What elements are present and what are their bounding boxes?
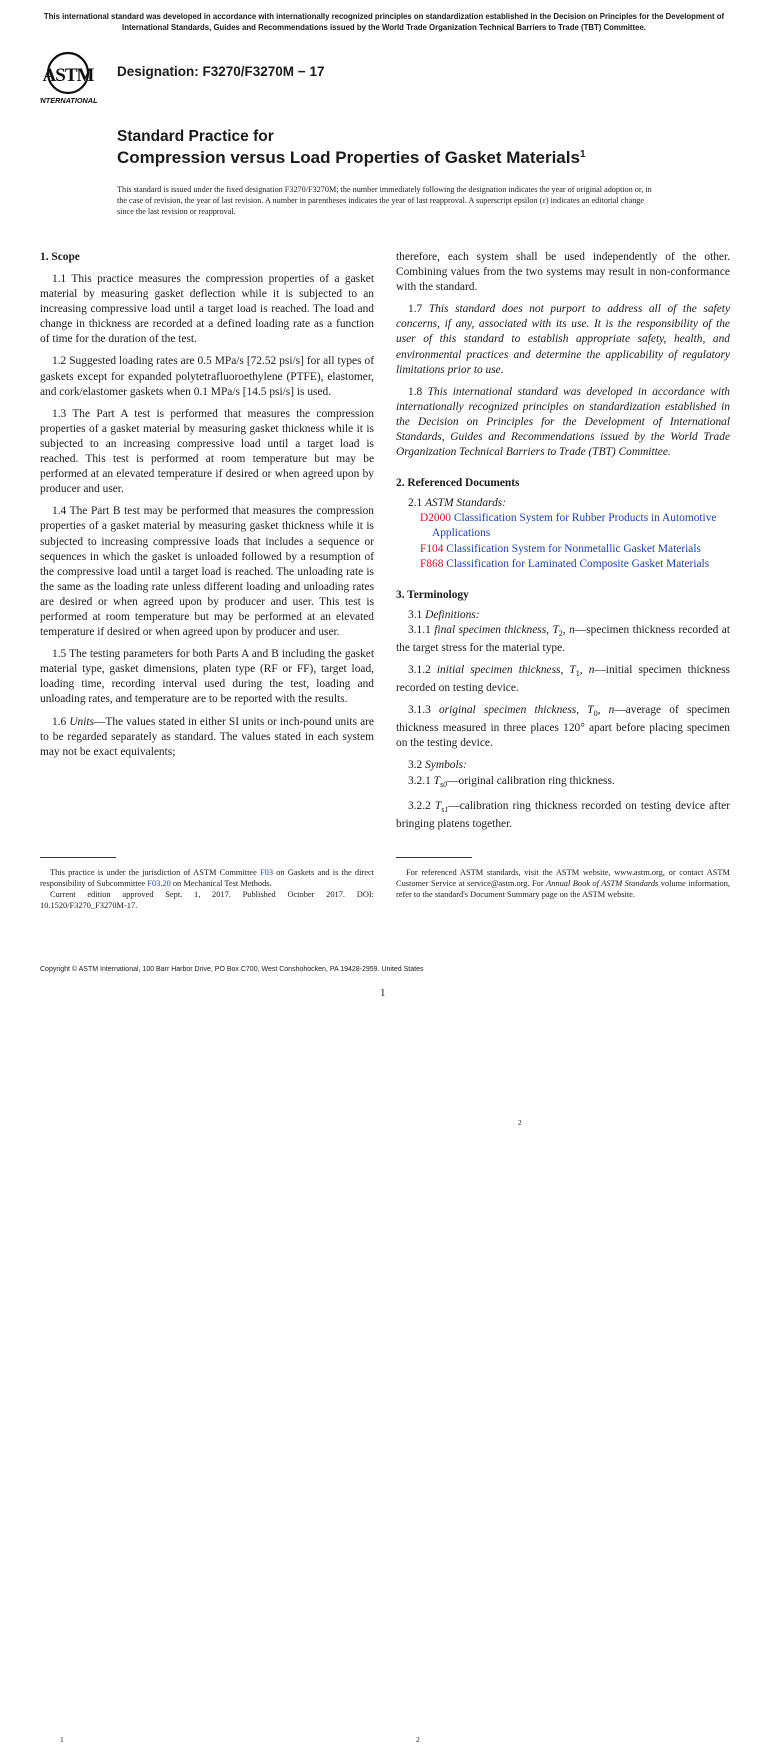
page-number: 1 [380, 987, 386, 999]
para-3-1-2 [396, 663, 730, 696]
para-1-2: 1.2 Suggested loading rates are 0.5 MPa/s [72.52 psi/s] for all types of gaskets except for expanded polytetrafluoroethylene (PTFE), elastomer, and cork/elastomer gaskets when 0.1 MPa/s [14.5 psi/s] is used. [40, 355, 374, 398]
fn-text: volume information, refer to the standard's Document Summary page on the ASTM website. [396, 879, 730, 899]
term-def: —initial specimen thickness recorded on testing device. [396, 663, 730, 695]
fn-text: on Gaskets and is the direct responsibility of Subcommittee [40, 868, 374, 888]
ref-code-link[interactable]: D2000 [420, 512, 452, 525]
term-sub: 1 [575, 668, 580, 678]
ref-title-link[interactable]: Classification System for Nonmetallic Gasket Materials [446, 542, 701, 555]
para-text: —The values stated in either SI units or inch-pound units are to be regarded separately as standard. The values stated in each system may not be exact equivalents; [40, 715, 374, 758]
referenced-docs-heading: 2. Referenced Documents [396, 477, 520, 490]
symbol-sub: s0 [439, 779, 448, 789]
fn-text: This practice is under the jurisdiction of ASTM Committee [50, 868, 261, 877]
term: final specimen thickness, T [434, 623, 559, 636]
tbt-notice: This international standard was developed in accordance with internationally recognized principles on standardization established in the Decision on Principles for the Development of International Standards, Guides and Recommendations issued by the World Trade Organization Technical Barriers to Trade (TBT) Committee. [43, 12, 725, 32]
term-sub: 0 [593, 709, 598, 719]
subcommittee-link[interactable]: F03.20 [147, 879, 171, 888]
para-num: 3.1.3 [408, 704, 439, 717]
para-1-3: 1.3 The Part A test is performed that measures the compression properties of a gasket material by measuring gasket thickness while it is subjected to an increasing compressive load until a target load is reached. This test is performed at room temperature but may be performed at an elevated temperature if desired or when agreed upon by producer and user. [40, 407, 374, 496]
symbol-sub: s1 [441, 804, 449, 814]
para-num: 3.2.2 [408, 799, 435, 812]
para-3-1-3 [396, 703, 730, 751]
term-pos: , n [597, 704, 615, 717]
para-num: 1.6 [52, 715, 70, 728]
footnote-rule-left [40, 857, 116, 858]
fn-text: For referenced ASTM standards, visit the ASTM website, www.astm.org, or contact ASTM Customer Service at service@astm.org. For [396, 868, 730, 888]
title-line-2 [117, 148, 586, 168]
footnote-mark: 2 [518, 1118, 522, 1127]
term-def: —average of specimen thickness measured in three places 120° apart before placing specimen on the testing device. [396, 704, 730, 750]
symbols-label: Symbols: [425, 759, 467, 772]
units-label: Units [69, 715, 94, 728]
para-1-8 [396, 385, 730, 460]
para-num: 3.2.1 [408, 774, 434, 787]
term-sub: 2 [558, 628, 563, 638]
footnote-2-text [396, 867, 730, 1744]
ref-code-link[interactable]: F868 [420, 557, 444, 570]
para-3-1-1 [396, 623, 730, 656]
para-1-4: 1.4 The Part B test may be performed that measures the compression properties of a gasket material by measuring gasket thickness while it is subjected to increasing compressive loads that includes a sequence or sequences in which the gasket is unloaded followed by a resumption of the compressive load until a target load is reached. The unloading rate is the same as the loading rate unless different loading and unloading rates are desired or when agreed upon by producer and user. This test is performed at room temperature but may be performed at an elevated temperature if desired or when agreed upon by producer and user. [40, 505, 374, 639]
para-text: This standard does not purport to address all of the safety concerns, if any, associated with its use. It is the responsibility of the user of this standard to establish appropriate safety, health, and environmental practices and determine the applicability of regulatory limitations prior to use. [396, 303, 730, 376]
title-text: Compression versus Load Properties of Gasket Materials [117, 148, 580, 167]
para-num: 3.2 [408, 759, 426, 772]
term-def: —specimen thickness recorded at the target stress for the material type. [396, 623, 731, 654]
astm-standards-label: ASTM Standards: [425, 497, 506, 510]
para-num: 1.7 [408, 303, 429, 316]
intro-paragraph: This standard is issued under the fixed designation F3270/F3270M; the number immediately following the designation indicates the year of original adoption or, in the case of revision, the year of last revision. A number in parentheses indicates the year of last reapproval. A superscript epsilon (ε) indicates an editorial change since the last revision or reapproval. [117, 185, 652, 216]
footnote-mark: 1 [60, 1735, 64, 1744]
para-num: 1.8 [408, 385, 428, 398]
annual-book-title: Annual Book of ASTM Standards [546, 879, 659, 888]
para-3-2 [396, 758, 730, 773]
symbol-def: —original calibration ring thickness. [447, 774, 615, 787]
para-1-6-cont: therefore, each system shall be used independently of the other. Combining values from the two systems may result in non-conformance with the standard. [396, 251, 730, 294]
symbol: T [433, 774, 440, 787]
para-1-1: 1.1 This practice measures the compression properties of a gasket material by measuring gasket deflection while it is subjected to an increasing compressive load until a target load is reached. The load and change in thickness are recorded at a defined loading rate as a function of time for the duration of the test. [40, 273, 374, 346]
title-footnote-mark: 1 [579, 149, 586, 160]
para-num: 3.1 [408, 608, 426, 621]
para-1-7 [396, 302, 730, 377]
title-line-1: Standard Practice for [117, 128, 274, 145]
ref-code-link[interactable]: F104 [420, 542, 444, 555]
para-num: 3.1.1 [408, 623, 435, 636]
designation: Designation: F3270/F3270M − 17 [117, 64, 325, 79]
para-text: This international standard was developed in accordance with internationally recognized principles on standardization established in the Decision on Principles for the Development of International Standards, Guides and Recommendations issued by the World Trade Organization Technical Barriers to Trade (TBT) Committee. [396, 385, 730, 459]
footnote-rule-right [396, 857, 472, 858]
ref-title-link[interactable]: Classification System for Rubber Products in Automotive Applications [432, 512, 717, 540]
para-3-1 [396, 608, 730, 623]
ref-item-d2000[interactable] [396, 511, 730, 541]
logo-letters: ASTM [42, 65, 94, 86]
footnote-1-edition: Current edition approved Sept. 1, 2017. Published October 2017. DOI: 10.1520/F3270_F3270M-17. [40, 890, 374, 910]
ref-item-f104[interactable] [396, 542, 730, 557]
para-num: 3.1.2 [408, 663, 437, 676]
fn-text: on Mechanical Test Methods. [170, 879, 272, 888]
definitions-label: Definitions: [425, 608, 480, 621]
term: original specimen thickness, T [438, 704, 594, 717]
copyright-footer: Copyright © ASTM International, 100 Barr Harbor Drive, PO Box C700, West Conshohocken, PA 19428-2959. United States [40, 966, 424, 973]
footnote-2 [396, 867, 730, 1744]
committee-link[interactable]: F03 [260, 868, 274, 877]
term-pos: , n [562, 623, 575, 636]
left-column [40, 250, 374, 760]
ref-title-link[interactable]: Classification for Laminated Composite Gasket Materials [446, 557, 710, 570]
para-3-2-1 [396, 774, 730, 792]
term-pos: , n [579, 663, 595, 676]
footnote-mark: 2 [416, 1735, 420, 1744]
para-3-2-2 [396, 799, 730, 832]
ref-item-f868[interactable] [396, 557, 730, 572]
astm-logo [40, 50, 112, 108]
para-1-5: 1.5 The testing parameters for both Parts A and B including the gasket material type, gasket dimensions, platen type (RF or FF), target load, loading time, recording interval used during the test, loading and unloading rates, and temperature are to be reported with the results. [40, 648, 374, 706]
para-1-6 [40, 715, 374, 760]
scope-heading: 1. Scope [40, 251, 80, 263]
term: initial specimen thickness, T [436, 663, 576, 676]
logo-sub: INTERNATIONAL [40, 96, 98, 105]
symbol: T [434, 799, 442, 812]
symbol-def: —calibration ring thickness recorded on testing device after bringing platens together. [396, 799, 730, 830]
para-num: 2.1 [408, 497, 426, 510]
terminology-heading: 3. Terminology [396, 588, 469, 601]
